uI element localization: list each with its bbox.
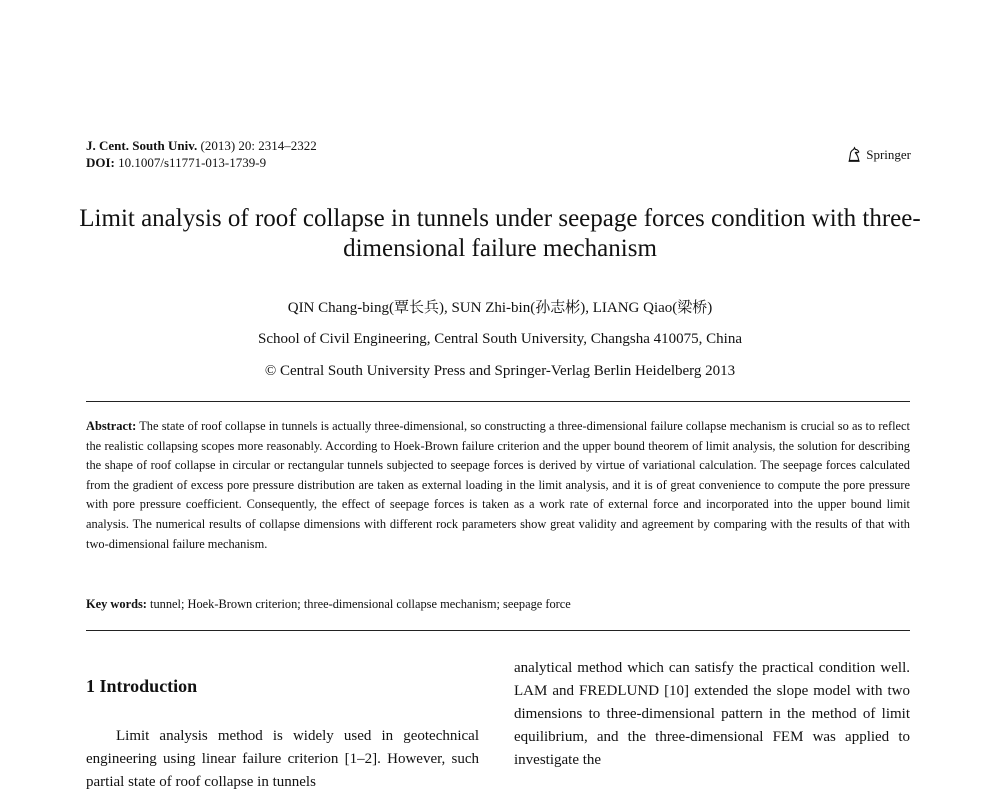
authors: QIN Chang-bing(覃长兵), SUN Zhi-bin(孙志彬), LIANG Qiao(梁桥) bbox=[287, 300, 713, 316]
section-heading: 1 Introduction bbox=[86, 676, 198, 696]
publisher-name: Springer bbox=[866, 146, 911, 162]
keywords bbox=[86, 597, 910, 612]
doi-label: DOI: bbox=[86, 155, 115, 170]
journal-citation-block bbox=[86, 137, 317, 171]
journal-cite: (2013) 20: 2314–2322 bbox=[197, 138, 317, 153]
abstract-text: The state of roof collapse in tunnels is actually three-dimensional, so constructing a three-dimensional failure collapse mechanism is crucial so as to reflect the realistic collapsing scopes more reasonably. According to Hoek-Brown failure criterion and the upper bound theorem of limit analysis, the solution for describing the shape of roof collapse in circular or rectangular tunnels subjected to seepage forces is derived by virtue of variational calculation. The seepage forces calculated from the gradient of excess pore pressure distribution are taken as external loading in the limit analysis, and it is of great convenience to compute the pore pressure with pore pressure coefficient. Consequently, the effect of seepage forces is taken as a work rate of external force and incorporated into the upper bound limit analysis. The numerical results of collapse dimensions with different rock parameters show great validity and agreement by comparing with the results of that with two-dimensional failure mechanism. bbox=[86, 419, 910, 551]
divider-bottom bbox=[86, 630, 910, 631]
divider-top bbox=[86, 401, 910, 402]
keywords-text: tunnel; Hoek-Brown criterion; three-dimensional collapse mechanism; seepage force bbox=[146, 597, 571, 611]
body-right-column: analytical method which can satisfy the practical condition well. LAM and FREDLUND [10] extended the slope model with two dimensions to three-dimensional pattern in the method of limit equilibrium, and the three-dimensional FEM was applied to investigate the bbox=[514, 660, 910, 768]
abstract-label: Abstract: bbox=[86, 419, 137, 433]
keywords-label: Key words: bbox=[86, 597, 147, 611]
copyright: © Central South University Press and Springer-Verlag Berlin Heidelberg 2013 bbox=[264, 363, 736, 379]
doi-value: 10.1007/s11771-013-1739-9 bbox=[114, 155, 267, 170]
paper-title: Limit analysis of roof collapse in tunnels under seepage forces condition with three-dimensional failure mechanism bbox=[79, 205, 921, 262]
publisher-logo bbox=[846, 146, 911, 163]
doi-line bbox=[86, 154, 317, 171]
affiliation: School of Civil Engineering, Central South University, Changsha 410075, China bbox=[258, 331, 742, 347]
journal-name: J. Cent. South Univ. bbox=[86, 138, 198, 153]
journal-citation bbox=[86, 137, 317, 154]
body-left-column: Limit analysis method is widely used in geotechnical engineering using linear failure criterion [1–2]. However, such partial state of roof collapse in tunnels bbox=[86, 728, 479, 790]
abstract bbox=[86, 417, 910, 554]
springer-horse-icon bbox=[846, 146, 863, 163]
